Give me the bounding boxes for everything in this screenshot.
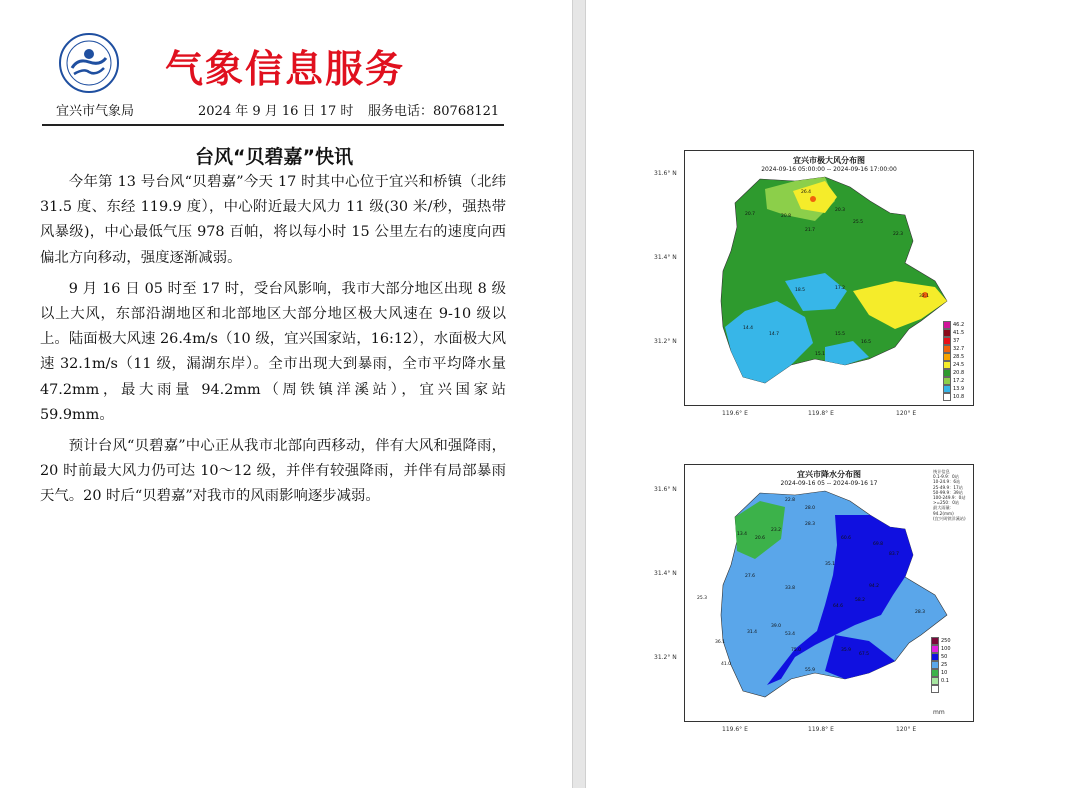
legend-swatch <box>931 685 939 693</box>
rain-map-title: 宜兴市降水分布图 <box>797 470 861 479</box>
stats-line: 0.1-9.9：0站 <box>933 474 959 480</box>
legend-swatch <box>943 337 951 345</box>
legend-swatch <box>943 361 951 369</box>
svg-text:28.3: 28.3 <box>915 610 926 615</box>
svg-text:17.2: 17.2 <box>835 286 846 291</box>
svg-text:20.6: 20.6 <box>755 536 766 541</box>
svg-text:67.5: 67.5 <box>859 652 870 657</box>
legend-swatch <box>931 637 939 645</box>
page-gutter <box>572 0 586 788</box>
svg-text:20.8: 20.8 <box>781 214 792 219</box>
article-body <box>40 170 506 516</box>
legend-entry <box>931 661 951 669</box>
rain-y-tick: 31.2° N <box>654 654 677 661</box>
svg-text:32.1: 32.1 <box>919 294 930 299</box>
legend-swatch <box>943 345 951 353</box>
legend-label: 13.9 <box>953 386 965 392</box>
meteorology-emblem-icon <box>58 32 120 94</box>
svg-text:16.5: 16.5 <box>861 340 872 345</box>
rain-x-tick: 120° E <box>896 726 917 733</box>
legend-entry <box>931 645 951 653</box>
legend-entry <box>931 653 951 661</box>
legend-label: 250 <box>941 638 951 644</box>
svg-text:75.0: 75.0 <box>791 648 802 653</box>
legend-entry <box>943 321 964 329</box>
legend-entry <box>943 369 964 377</box>
stats-line: 25-49.9：17站 <box>933 484 963 490</box>
svg-text:20.7: 20.7 <box>745 212 756 217</box>
rain-y-tick: 31.6° N <box>654 486 677 493</box>
service-phone: 服务电话：80768121 <box>368 104 500 119</box>
rain-unit-label: mm <box>933 709 945 716</box>
legend-swatch <box>943 353 951 361</box>
stats-line: >=250：0站 <box>933 500 960 506</box>
header-divider <box>42 124 504 126</box>
issue-date: 2024 年 9 月 16 日 17 时 <box>198 104 354 119</box>
legend-label: 25 <box>941 662 948 668</box>
svg-text:35.1: 35.1 <box>825 562 836 567</box>
svg-text:15.5: 15.5 <box>835 332 846 337</box>
masthead-title: 气象信息服务 <box>165 47 406 91</box>
svg-text:39.0: 39.0 <box>771 624 782 629</box>
wind-map-figure <box>654 148 974 420</box>
svg-text:41.0: 41.0 <box>721 662 732 667</box>
legend-swatch <box>943 321 951 329</box>
svg-text:69.8: 69.8 <box>873 542 884 547</box>
legend-label: 46.2 <box>953 322 965 328</box>
svg-text:28.0: 28.0 <box>805 506 816 511</box>
stats-line: (宜兴周铁洋溪站) <box>933 515 966 521</box>
legend-label: 20.8 <box>953 370 965 376</box>
svg-text:26.4: 26.4 <box>801 190 812 195</box>
paragraph: 9 月 16 日 05 时至 17 时，受台风影响，我市大部分地区出现 8 级以上大风，东部沿湖地区和北部地区大部分地区极大风速在 9-10 级以上。陆面极大风速 26.4m/s（10 级，宜兴国家站，16:12），水面极大风速 32.1m/s（11 级，漏湖东岸）。全市出现大到暴雨，全市平均降水量 47.2mm，最大雨量 94.2mm（周铁镇洋溪站），宜兴国家站 59.9mm。 <box>40 280 506 423</box>
legend-label: 41.5 <box>953 330 965 336</box>
legend-swatch <box>931 661 939 669</box>
wind-y-tick: 31.6° N <box>654 170 677 177</box>
legend-entry <box>931 637 951 645</box>
legend-entry <box>943 385 964 393</box>
paragraph: 预计台风“贝碧嘉”中心正从我市北部向西移动，伴有大风和强降雨，20 时前最大风力仍可达 10～12 级，并伴有较强降雨，并伴有局部暴雨天气。20 时后“贝碧嘉”对我市的风雨影响逐步减弱。 <box>40 438 506 505</box>
rain-x-tick: 119.6° E <box>722 726 748 733</box>
legend-entry <box>931 685 951 693</box>
wind-x-tick: 120° E <box>896 410 917 417</box>
legend-label: 0.1 <box>941 678 949 684</box>
svg-text:36.1: 36.1 <box>715 640 726 645</box>
article-title: 台风“贝碧嘉”快讯 <box>195 146 353 168</box>
wind-y-tick: 31.2° N <box>654 338 677 345</box>
legend-label: 24.5 <box>953 362 965 368</box>
legend-entry <box>943 353 964 361</box>
wind-map-subtitle: 2024-09-16 05:00:00 -- 2024-09-16 17:00:00 <box>761 166 897 173</box>
legend-entry <box>931 669 951 677</box>
wind-map-title: 宜兴市极大风分布图 <box>793 156 865 165</box>
legend-swatch <box>943 369 951 377</box>
svg-text:31.4: 31.4 <box>747 630 758 635</box>
rain-map-subtitle: 2024-09-16 05 -- 2024-09-16 17 <box>780 480 878 487</box>
svg-text:83.7: 83.7 <box>889 552 900 557</box>
legend-swatch <box>931 677 939 685</box>
svg-text:23.2: 23.2 <box>771 528 782 533</box>
svg-text:22.3: 22.3 <box>893 232 904 237</box>
legend-entry <box>943 377 964 385</box>
svg-text:27.6: 27.6 <box>745 574 756 579</box>
legend-label: 28.5 <box>953 354 965 360</box>
wind-legend <box>943 321 964 401</box>
legend-entry <box>943 337 964 345</box>
stats-line: 100-249.9：0站 <box>933 495 966 501</box>
svg-text:33.8: 33.8 <box>785 586 796 591</box>
legend-label: 10.8 <box>953 394 965 400</box>
stats-line: 50-99.9：39站 <box>933 489 963 495</box>
legend-label: 32.7 <box>953 346 965 352</box>
svg-text:60.6: 60.6 <box>841 536 852 541</box>
svg-text:55.9: 55.9 <box>805 668 816 673</box>
legend-label: 100 <box>941 646 951 652</box>
legend-swatch <box>943 329 951 337</box>
svg-text:64.6: 64.6 <box>833 604 844 609</box>
svg-text:20.3: 20.3 <box>835 208 846 213</box>
legend-entry <box>943 393 964 401</box>
svg-text:14.4: 14.4 <box>743 326 754 331</box>
stats-line: 10-24.9：6站 <box>933 479 961 485</box>
wind-map-graphic <box>685 151 974 406</box>
legend-label: 17.2 <box>953 378 965 384</box>
rain-y-tick: 31.4° N <box>654 570 677 577</box>
svg-text:14.7: 14.7 <box>769 332 780 337</box>
rain-x-tick: 119.8° E <box>808 726 834 733</box>
legend-entry <box>943 361 964 369</box>
issuing-organization: 宜兴市气象局 <box>56 104 135 119</box>
wind-map-frame <box>684 150 974 406</box>
document-page-right <box>586 0 1080 788</box>
svg-text:58.2: 58.2 <box>855 598 866 603</box>
wind-x-tick: 119.8° E <box>808 410 834 417</box>
svg-text:13.4: 13.4 <box>737 532 748 537</box>
svg-text:53.4: 53.4 <box>785 632 796 637</box>
rain-map-frame <box>684 464 974 722</box>
legend-swatch <box>931 645 939 653</box>
legend-swatch <box>943 393 951 401</box>
svg-text:25.3: 25.3 <box>697 596 708 601</box>
svg-text:35.9: 35.9 <box>841 648 852 653</box>
legend-label: 37 <box>953 338 960 344</box>
svg-text:94.2: 94.2 <box>869 584 880 589</box>
legend-entry <box>931 677 951 685</box>
svg-text:22.8: 22.8 <box>785 498 796 503</box>
legend-entry <box>943 329 964 337</box>
svg-text:18.5: 18.5 <box>795 288 806 293</box>
rain-map-figure <box>654 462 974 736</box>
legend-entry <box>943 345 964 353</box>
legend-swatch <box>943 385 951 393</box>
svg-text:28.3: 28.3 <box>805 522 816 527</box>
svg-text:15.1: 15.1 <box>815 352 826 357</box>
stats-line: 统计信息 <box>933 469 950 474</box>
stats-line: 最大雨量：94.2(mm) <box>933 505 954 516</box>
svg-text:21.7: 21.7 <box>805 228 816 233</box>
legend-swatch <box>931 669 939 677</box>
legend-swatch <box>943 377 951 385</box>
wind-x-tick: 119.6° E <box>722 410 748 417</box>
wind-y-tick: 31.4° N <box>654 254 677 261</box>
rain-legend <box>931 637 951 693</box>
legend-label: 50 <box>941 654 948 660</box>
svg-text:25.5: 25.5 <box>853 220 864 225</box>
legend-swatch <box>931 653 939 661</box>
legend-label: 10 <box>941 670 948 676</box>
paragraph: 今年第 13 号台风“贝碧嘉”今天 17 时其中心位于宜兴和桥镇（北纬 31.5 度、东经 119.9 度），中心附近最大风力 11 级(30 米/秒，强热带风暴级)，中心最低气压 978 百帕，将以每小时 15 公里左右的速度向西偏北方向移动，强度逐渐减弱。 <box>40 174 506 266</box>
